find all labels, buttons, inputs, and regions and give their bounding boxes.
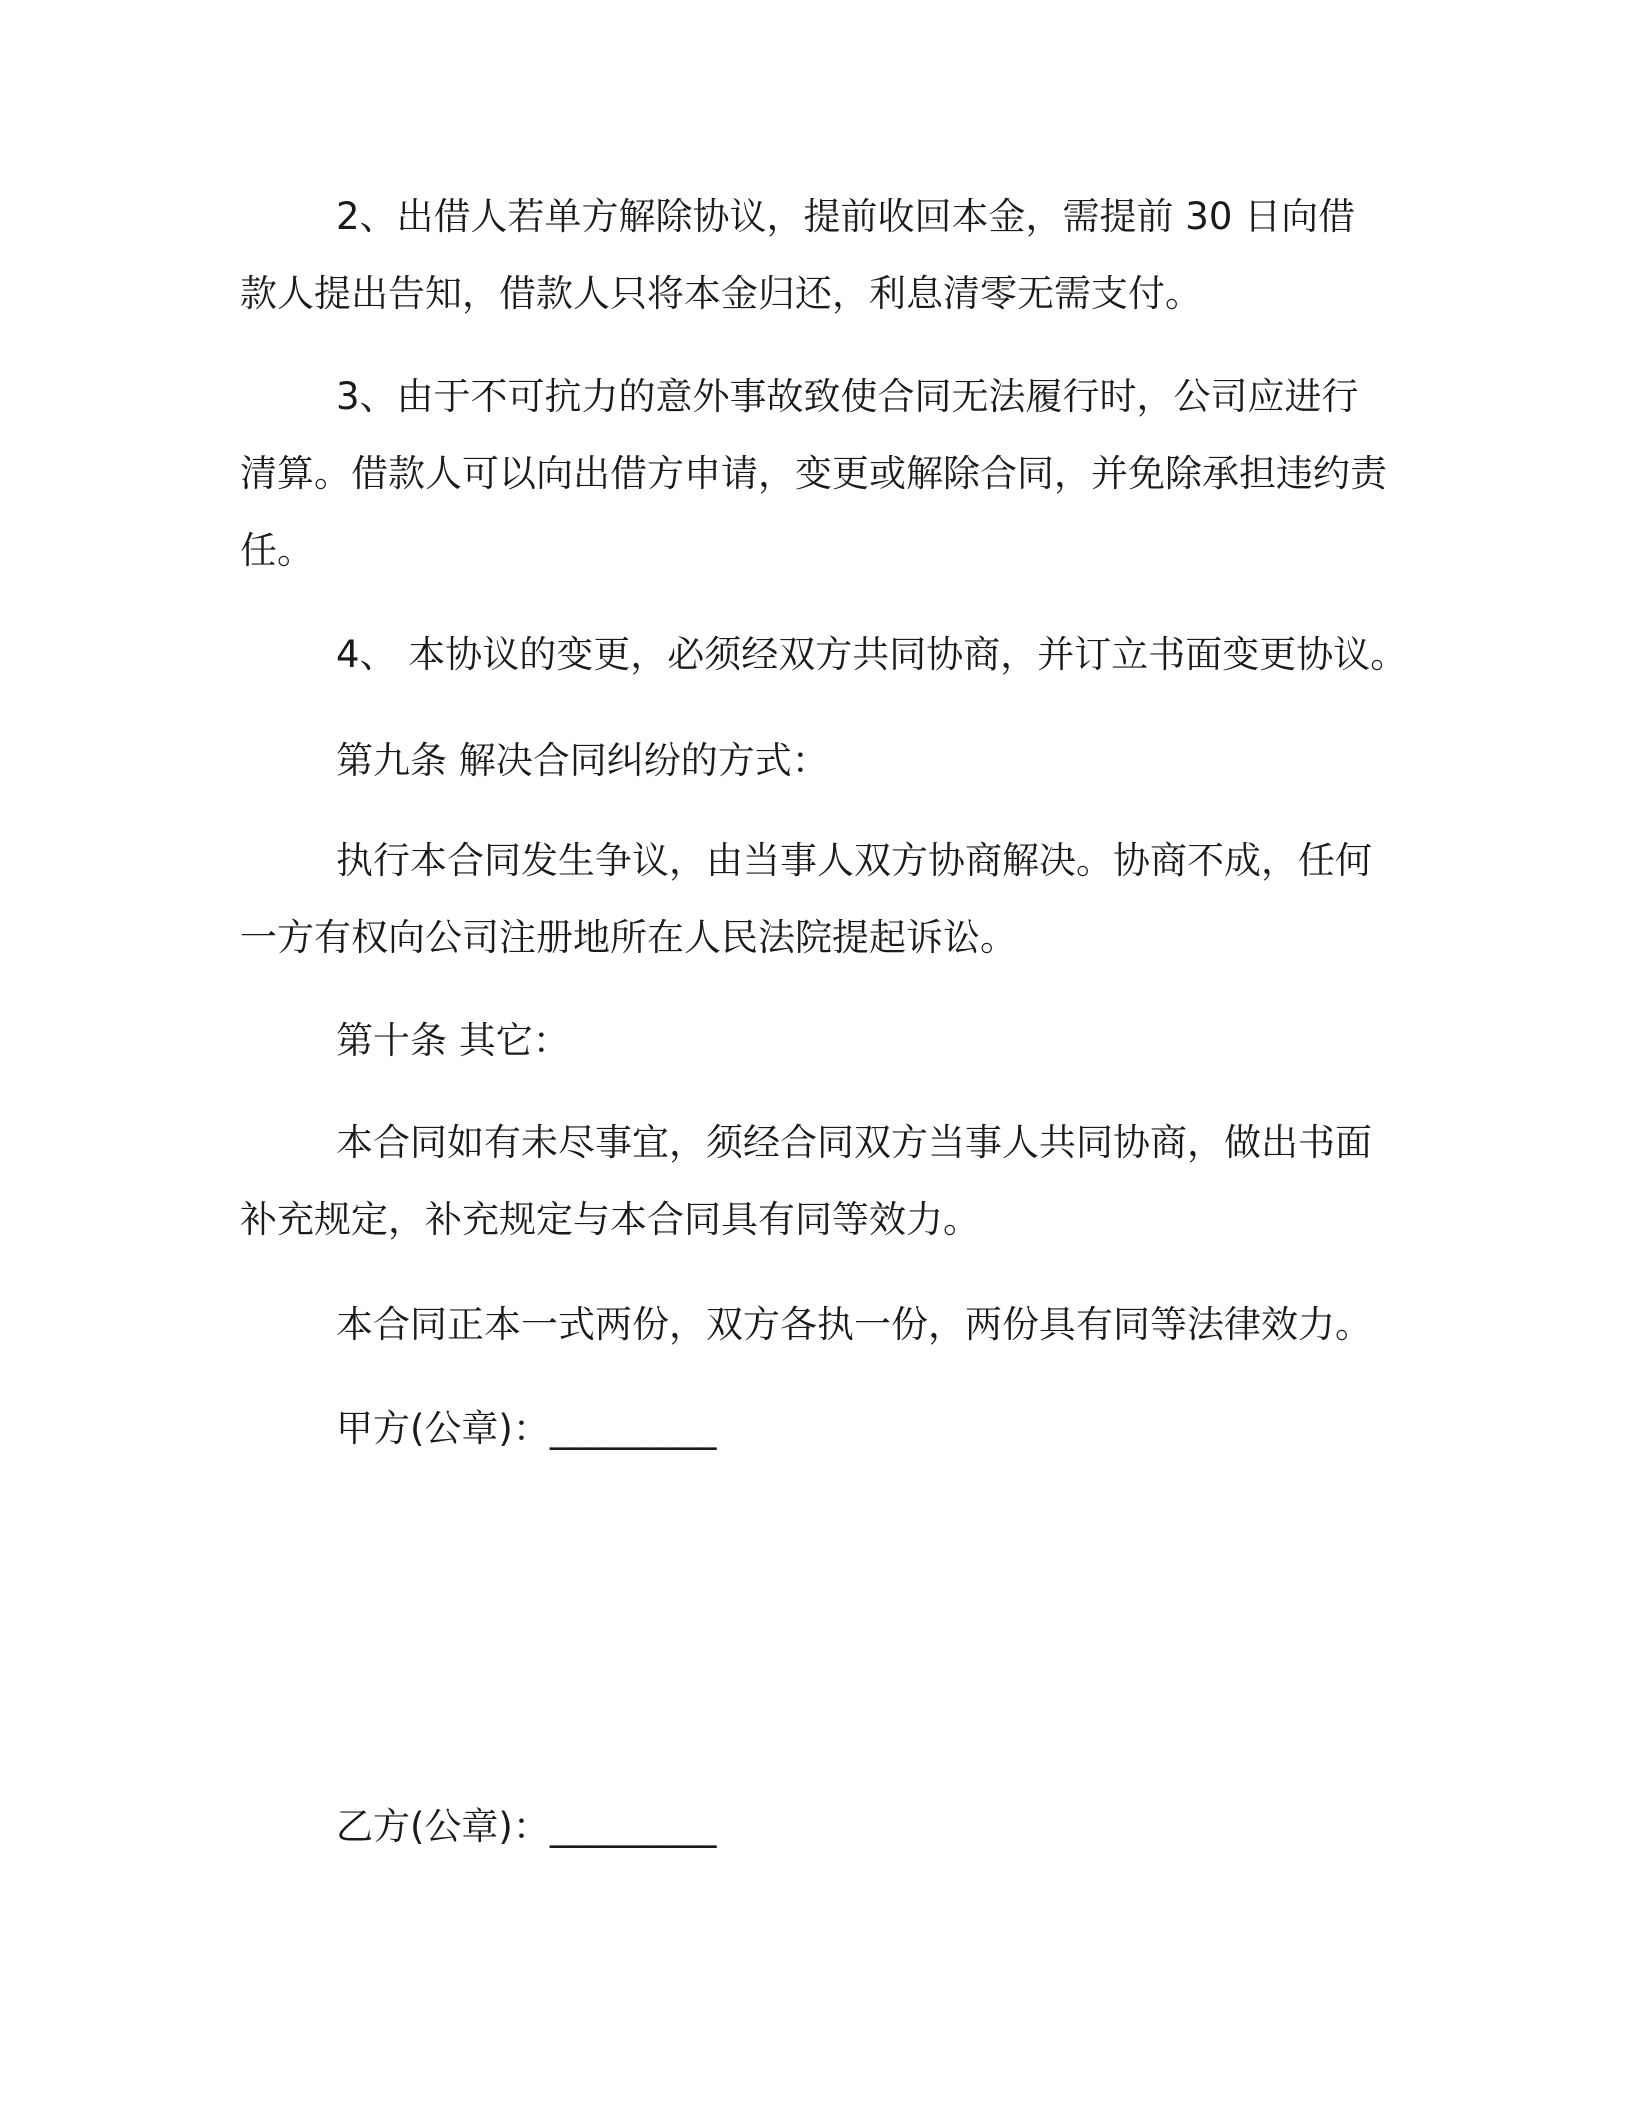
article-10-body-1: 本合同如有未尽事宜，须经合同双方当事人共同协商，做出书面补充规定，补充规定与本合同具有同等效力。 xyxy=(240,1121,1372,1241)
article-10-heading: 第十条 其它： xyxy=(336,1019,570,1062)
article-9-heading: 第九条 解决合同纠纷的方式： xyxy=(336,739,829,782)
article-10-body-2: 本合同正本一式两份，双方各执一份，两份具有同等法律效力。 xyxy=(336,1303,1372,1346)
clause-8-item-2: 2、出借人若单方解除协议，提前收回本金，需提前 30 日向借款人提出告知，借款人只将本金归还，利息清零无需支付。 xyxy=(240,195,1356,315)
party-b-signature: 乙方(公章)：_________ xyxy=(336,1805,717,1848)
party-a-signature: 甲方(公章)：_________ xyxy=(336,1407,717,1450)
article-9-body: 执行本合同发生争议，由当事人双方协商解决。协商不成，任何一方有权向公司注册地所在人民法院提起诉讼。 xyxy=(240,839,1372,959)
clause-8-item-3: 3、由于不可抗力的意外事故致使合同无法履行时，公司应进行清算。借款人可以向出借方申请，变更或解除合同，并免除承担违约责任。 xyxy=(240,375,1387,572)
clause-8-item-4: 4、 本协议的变更，必须经双方共同协商，并订立书面变更协议。 xyxy=(336,633,1408,676)
